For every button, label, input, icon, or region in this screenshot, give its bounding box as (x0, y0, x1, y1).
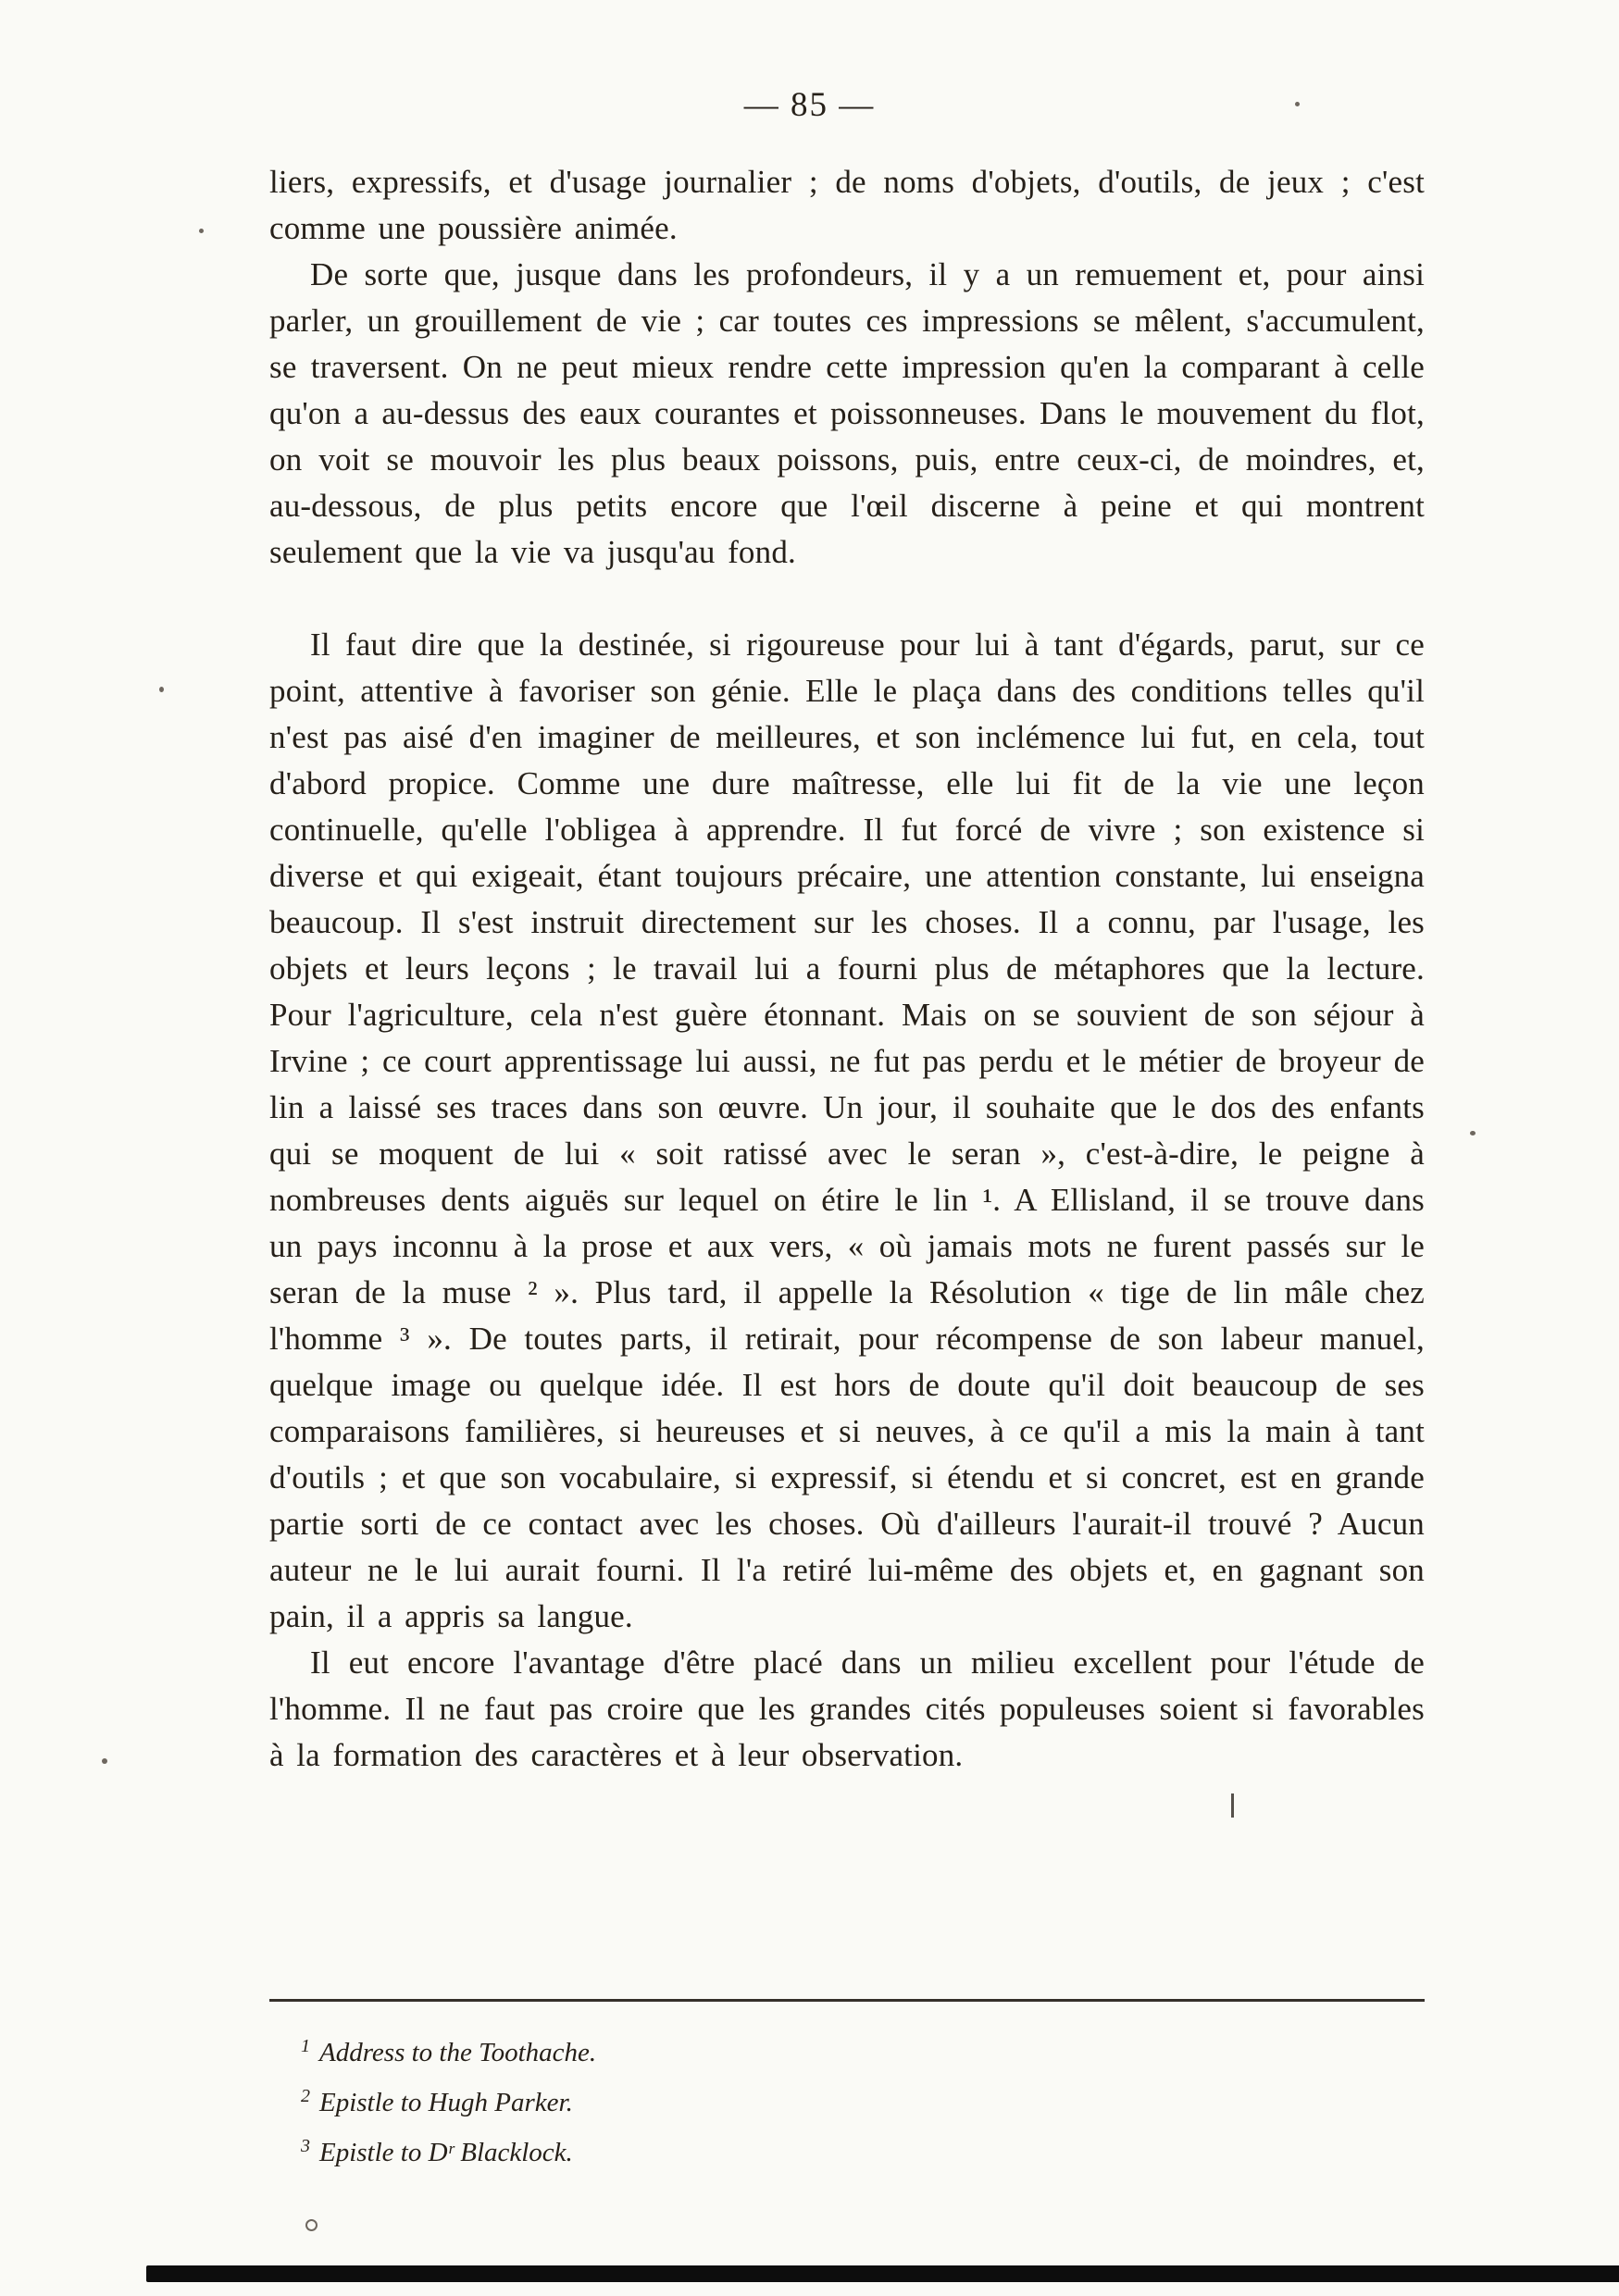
footnote-3-marker: 3 (301, 2136, 310, 2156)
footnote-2-marker: 2 (301, 2086, 310, 2106)
scan-speck (1470, 1131, 1476, 1136)
scan-ink-mark (1231, 1793, 1234, 1818)
footnote-3-text: Epistle to Dʳ Blacklock. (319, 2138, 573, 2167)
footnote-1-text: Address to the Toothache. (319, 2038, 597, 2067)
scan-speck (159, 687, 164, 692)
footnote-1-marker: 1 (301, 2036, 310, 2056)
footnote-2-text: Epistle to Hugh Parker. (319, 2088, 573, 2117)
body-paragraph-continuation: liers, expressifs, et d'usage journalier ; de noms d'objets, d'outils, de jeux ; c'est comme une poussière animée. (269, 164, 1425, 246)
footnotes (269, 2025, 1425, 2175)
body-paragraph-3: Il faut dire que la destinée, si rigoureuse pour lui à tant d'égards, parut, sur ce point, attentive à favoriser son génie. Elle le plaça dans des conditions telles qu'il n'est pas aisé d'en imaginer de meilleures, et son inclémence lui fut, en cela, tout d'abord propice. Comme une dure maîtresse, elle lui fit de la vie une leçon continuelle, qu'elle l'obligea à apprendre. Il fut forcé de vivre ; son existence si diverse et qui exigeait, étant toujours précaire, une attention constante, lui enseigna beaucoup. Il s'est instruit directement sur les choses. Il a connu, par l'usage, les objets et leurs leçons ; le travail lui a fourni plus de métaphores que la lecture. Pour l'agriculture, cela n'est guère étonnant. Mais on se souvient de son séjour à Irvine ; ce court apprentissage lui aussi, ne fut pas perdu et le métier de broyeur de lin a laissé ses traces dans son œuvre. Un jour, il souhaite que le dos des enfants qui se moquent de lui « soit ratissé avec le seran », c'est-à-dire, le peigne à nombreuses dents aiguës sur lequel on étire le lin ¹. A Ellisland, il se trouve dans un pays inconnu à la prose et aux vers, « où jamais mots ne furent passés sur le seran de la muse ² ». Plus tard, il appelle la Résolution « tige de lin mâle chez l'homme ³ ». De toutes parts, il retirait, pour récompense de son labeur manuel, quelque image ou quelque idée. Il est hors de doute qu'il doit beaucoup de ses comparaisons familières, si heureuses et si neuves, à ce qu'il a mis la main à tant d'outils ; et que son vocabulaire, si expressif, si étendu et si concret, est en grande partie sorti de ce contact avec les choses. Où d'ailleurs l'aurait-il trouvé ? Aucun auteur ne le lui aurait fourni. Il l'a retiré lui-même des objets et, en gagnant son pain, il a appris sa langue. (269, 627, 1425, 1634)
footnote-1 (301, 2025, 1425, 2075)
footnote-2 (301, 2075, 1425, 2125)
page-body (269, 159, 1425, 1779)
scan-speck (199, 229, 204, 233)
footnote-separator-rule (269, 1999, 1425, 2002)
scan-speck (102, 1758, 107, 1764)
body-paragraph-2: De sorte que, jusque dans les profondeurs, il y a un remuement et, pour ainsi parler, un grouillement de vie ; car toutes ces impressions se mêlent, s'accumulent, se traversent. On ne peut mieux rendre cette impression qu'en la comparant à celle qu'on a au-dessus des eaux courantes et poissonneuses. Dans le mouvement du flot, on voit se mouvoir les plus beaux poissons, puis, entre ceux-ci, de moindres, et, au-dessous, de plus petits encore que l'œil discerne à peine et qui montrent seulement que la vie va jusqu'au fond. (269, 256, 1425, 570)
scan-edge-artifact (146, 2265, 1619, 2282)
footnote-3 (301, 2125, 1425, 2175)
body-paragraph-4: Il eut encore l'avantage d'être placé dans un milieu excellent pour l'étude de l'homme. Il ne faut pas croire que les grandes cités populeuses soient si favorables à la formation des caractères et à leur observation. (269, 1644, 1425, 1773)
page-number: — 85 — (743, 86, 876, 124)
scan-speck (1295, 102, 1300, 106)
scan-speck (305, 2219, 318, 2231)
